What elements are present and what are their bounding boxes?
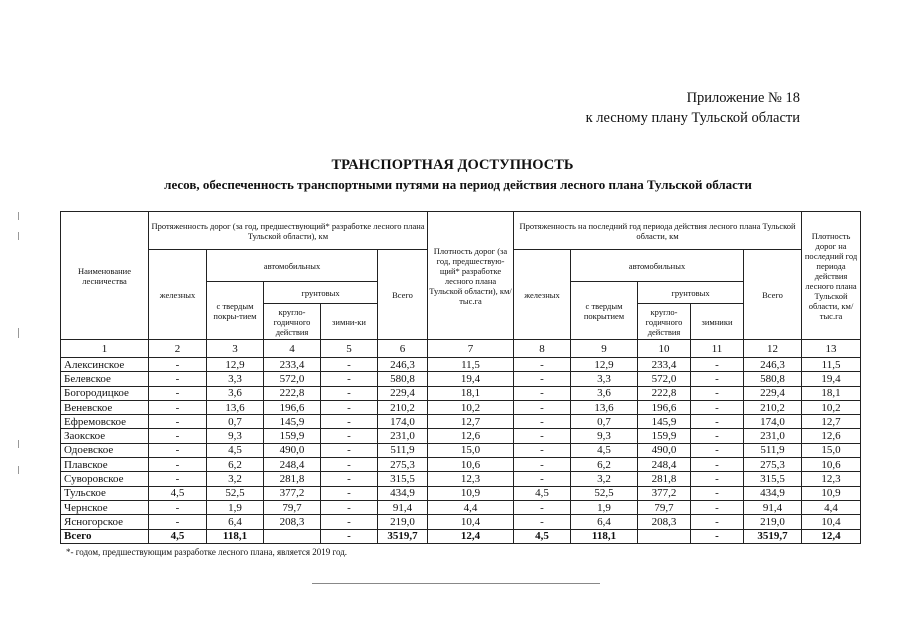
total-cell [264, 529, 321, 543]
table-row [61, 400, 861, 414]
table-cell: 6,4 [207, 515, 264, 529]
table-cell: 210,2 [378, 400, 428, 414]
table-cell: 10,4 [428, 515, 514, 529]
table-cell: 10,6 [802, 458, 861, 472]
header-rail: железных [149, 250, 207, 340]
table-cell: 1,9 [571, 500, 638, 514]
document-title: ТРАНСПОРТНАЯ ДОСТУПНОСТЬ [331, 157, 574, 173]
table-cell: 281,8 [264, 472, 321, 486]
total-cell: 3519,7 [378, 529, 428, 543]
document-subtitle: лесов, обеспеченность транспортными путями на период действия лесного плана Тульской области [164, 177, 752, 192]
table-cell: - [691, 472, 744, 486]
table-cell: 4,4 [428, 500, 514, 514]
table-cell: 18,1 [428, 386, 514, 400]
table-cell: 231,0 [378, 429, 428, 443]
table-cell: 6,2 [207, 458, 264, 472]
table-cell: - [691, 358, 744, 372]
table-cell: 572,0 [264, 372, 321, 386]
table-cell: - [321, 386, 378, 400]
table-cell: 246,3 [744, 358, 802, 372]
table-cell: 222,8 [264, 386, 321, 400]
table-cell: - [149, 500, 207, 514]
total-cell: 118,1 [571, 529, 638, 543]
table-cell: 377,2 [264, 486, 321, 500]
forestry-name-cell: Ефремовское [61, 415, 149, 429]
table-row [61, 443, 861, 457]
header-hard: с твердым покры-тием [207, 282, 264, 340]
table-cell: - [514, 500, 571, 514]
table-cell: - [149, 515, 207, 529]
table-cell: - [321, 472, 378, 486]
table-cell: - [514, 429, 571, 443]
forestry-name-cell: Тульское [61, 486, 149, 500]
table-cell: 3,2 [207, 472, 264, 486]
table-cell: 229,4 [744, 386, 802, 400]
table-cell: 490,0 [264, 443, 321, 457]
table-row [61, 458, 861, 472]
table-cell: 9,3 [207, 429, 264, 443]
header-auto-last: автомобильных [571, 250, 744, 282]
table-header [61, 212, 861, 340]
table-cell: - [691, 515, 744, 529]
table-cell: - [149, 458, 207, 472]
header-total-last: Всего [744, 250, 802, 340]
table-cell: 159,9 [638, 429, 691, 443]
table-cell: 231,0 [744, 429, 802, 443]
header-density-last: Плотность дорог на последний год периода действия лесного плана Тульской области, км/тыс.га [802, 212, 861, 340]
table-cell: - [514, 458, 571, 472]
column-number: 12 [744, 340, 802, 358]
table-cell: 3,6 [207, 386, 264, 400]
table-cell: 580,8 [744, 372, 802, 386]
table-cell: 233,4 [264, 358, 321, 372]
column-number: 8 [514, 340, 571, 358]
table-cell: 511,9 [378, 443, 428, 457]
table-cell: 11,5 [428, 358, 514, 372]
table-cell: - [514, 386, 571, 400]
appendix-header [540, 88, 800, 128]
table-cell: 490,0 [638, 443, 691, 457]
table-row [61, 515, 861, 529]
table-row [61, 372, 861, 386]
table-cell: 19,4 [428, 372, 514, 386]
total-cell [638, 529, 691, 543]
table-cell: 11,5 [802, 358, 861, 372]
table-cell: 174,0 [744, 415, 802, 429]
table-cell: - [691, 415, 744, 429]
total-cell: 118,1 [207, 529, 264, 543]
column-number: 6 [378, 340, 428, 358]
column-number-row [61, 340, 861, 358]
header-yearround-last: кругло-годичного действия [638, 304, 691, 340]
table-cell: 4,5 [514, 486, 571, 500]
table-cell: 19,4 [802, 372, 861, 386]
table-cell: 210,2 [744, 400, 802, 414]
table-cell: 248,4 [264, 458, 321, 472]
table-cell: 159,9 [264, 429, 321, 443]
table-cell: - [149, 400, 207, 414]
table-cell: 219,0 [378, 515, 428, 529]
table-cell: 248,4 [638, 458, 691, 472]
column-number: 5 [321, 340, 378, 358]
table-cell: - [514, 358, 571, 372]
table-cell: 10,2 [802, 400, 861, 414]
table-cell: 91,4 [378, 500, 428, 514]
forestry-name-cell: Веневское [61, 400, 149, 414]
table-cell: - [514, 472, 571, 486]
table-cell: 12,9 [571, 358, 638, 372]
table-cell: 145,9 [264, 415, 321, 429]
header-auto: автомобильных [207, 250, 378, 282]
scan-mark [18, 232, 19, 240]
table-cell: 52,5 [571, 486, 638, 500]
total-label-cell: Всего [61, 529, 149, 543]
table-cell: - [691, 443, 744, 457]
forestry-name-cell: Богородицкое [61, 386, 149, 400]
header-total: Всего [378, 250, 428, 340]
forestry-name-cell: Суворовское [61, 472, 149, 486]
table-cell: 275,3 [744, 458, 802, 472]
table-cell: - [514, 443, 571, 457]
table-cell: 4,4 [802, 500, 861, 514]
table-cell: 511,9 [744, 443, 802, 457]
table-cell: 15,0 [428, 443, 514, 457]
table-cell: - [691, 400, 744, 414]
footnote: *- годом, предшествующим разработке лесного плана, является 2019 год. [66, 547, 348, 557]
total-row [61, 529, 861, 543]
total-cell: 3519,7 [744, 529, 802, 543]
table-cell: 12,9 [207, 358, 264, 372]
table-cell: - [149, 372, 207, 386]
table-cell: 4,5 [207, 443, 264, 457]
forestry-name-cell: Заокское [61, 429, 149, 443]
table-cell: - [691, 486, 744, 500]
table-cell: 219,0 [744, 515, 802, 529]
scan-mark [18, 328, 19, 338]
scan-mark [18, 466, 19, 474]
table-cell: - [514, 515, 571, 529]
table-cell: 572,0 [638, 372, 691, 386]
table-cell: 174,0 [378, 415, 428, 429]
table-cell: - [691, 458, 744, 472]
header-density-prev: Плотность дорог (за год, предшествую-щий* разработке лесного плана Тульской области), км/тыс.га [428, 212, 514, 340]
table-cell: 10,6 [428, 458, 514, 472]
table-cell: 233,4 [638, 358, 691, 372]
table-cell: - [149, 358, 207, 372]
header-rail-last: железных [514, 250, 571, 340]
table-cell: - [149, 429, 207, 443]
table-cell: 9,3 [571, 429, 638, 443]
table-cell: - [321, 358, 378, 372]
table-cell: - [321, 415, 378, 429]
transport-table [60, 211, 861, 544]
table-cell: 196,6 [264, 400, 321, 414]
scan-mark [18, 440, 19, 448]
table-cell: 315,5 [744, 472, 802, 486]
column-number: 4 [264, 340, 321, 358]
column-number: 1 [61, 340, 149, 358]
table-cell: - [149, 386, 207, 400]
forestry-name-cell: Алексинское [61, 358, 149, 372]
table-cell: 10,2 [428, 400, 514, 414]
table-cell: 580,8 [378, 372, 428, 386]
appendix-number: Приложение № 18 [686, 90, 800, 106]
header-length-prev: Протяженность дорог (за год, предшествующий* разработке лесного плана Тульской области), км [149, 212, 428, 250]
column-number: 10 [638, 340, 691, 358]
table-cell: - [321, 458, 378, 472]
table-cell: 1,9 [207, 500, 264, 514]
table-cell: 196,6 [638, 400, 691, 414]
table-row [61, 386, 861, 400]
table-cell: 12,7 [802, 415, 861, 429]
appendix-reference: к лесному плану Тульской области [585, 110, 800, 126]
table-cell: - [149, 443, 207, 457]
table-cell: 3,3 [207, 372, 264, 386]
header-dirt-last: грунтовых [638, 282, 744, 304]
column-number: 9 [571, 340, 638, 358]
table-cell: 208,3 [638, 515, 691, 529]
table-body [61, 340, 861, 544]
table-cell: 222,8 [638, 386, 691, 400]
table-cell: 79,7 [264, 500, 321, 514]
table-cell: - [691, 429, 744, 443]
table-cell: 10,9 [802, 486, 861, 500]
forestry-name-cell: Одоевское [61, 443, 149, 457]
table-cell: 12,6 [802, 429, 861, 443]
total-cell: - [321, 529, 378, 543]
table-cell: 4,5 [571, 443, 638, 457]
table-cell: 18,1 [802, 386, 861, 400]
table-cell: 3,6 [571, 386, 638, 400]
table-cell: - [691, 386, 744, 400]
table-cell: 246,3 [378, 358, 428, 372]
table-cell: 3,2 [571, 472, 638, 486]
table-cell: 208,3 [264, 515, 321, 529]
table-cell: 12,3 [802, 472, 861, 486]
table-cell: - [514, 415, 571, 429]
table-cell: - [321, 515, 378, 529]
header-winter-last: зимники [691, 304, 744, 340]
table-cell: - [691, 372, 744, 386]
total-cell: 12,4 [802, 529, 861, 543]
table-cell: 10,4 [802, 515, 861, 529]
table-cell: 4,5 [149, 486, 207, 500]
header-hard-last: с твердым покрытием [571, 282, 638, 340]
table-cell: 434,9 [378, 486, 428, 500]
table-cell: 13,6 [207, 400, 264, 414]
table-row [61, 486, 861, 500]
table-cell: 12,6 [428, 429, 514, 443]
table-cell: 91,4 [744, 500, 802, 514]
table-cell: 315,5 [378, 472, 428, 486]
table-cell: - [321, 372, 378, 386]
table-cell: - [691, 500, 744, 514]
total-cell: 4,5 [149, 529, 207, 543]
table-cell: - [149, 415, 207, 429]
table-cell: 12,3 [428, 472, 514, 486]
table-cell: - [321, 500, 378, 514]
column-number: 2 [149, 340, 207, 358]
table-cell: 15,0 [802, 443, 861, 457]
table-cell: 79,7 [638, 500, 691, 514]
table-cell: 434,9 [744, 486, 802, 500]
table-cell: 6,4 [571, 515, 638, 529]
total-cell: - [691, 529, 744, 543]
table-row [61, 500, 861, 514]
table-cell: 52,5 [207, 486, 264, 500]
header-name: Наименование лесничества [61, 212, 149, 340]
table-cell: - [321, 443, 378, 457]
table-row [61, 358, 861, 372]
table-cell: 145,9 [638, 415, 691, 429]
table-row [61, 415, 861, 429]
forestry-name-cell: Белевское [61, 372, 149, 386]
table-cell: 377,2 [638, 486, 691, 500]
table-cell: 0,7 [207, 415, 264, 429]
total-cell: 4,5 [514, 529, 571, 543]
table-cell: - [321, 400, 378, 414]
table-cell: 229,4 [378, 386, 428, 400]
header-winter: зимни-ки [321, 304, 378, 340]
scan-mark [18, 212, 19, 220]
table-cell: - [149, 472, 207, 486]
table-cell: 6,2 [571, 458, 638, 472]
table-cell: 281,8 [638, 472, 691, 486]
table-cell: - [321, 486, 378, 500]
column-number: 7 [428, 340, 514, 358]
forestry-name-cell: Чернское [61, 500, 149, 514]
bottom-divider [312, 583, 600, 584]
total-cell: 12,4 [428, 529, 514, 543]
header-length-last: Протяженность на последний год периода действия лесного плана Тульской области, км [514, 212, 802, 250]
table-cell: 13,6 [571, 400, 638, 414]
column-number: 13 [802, 340, 861, 358]
table-cell: 0,7 [571, 415, 638, 429]
table-cell: 275,3 [378, 458, 428, 472]
table-cell: 3,3 [571, 372, 638, 386]
forestry-name-cell: Плавское [61, 458, 149, 472]
header-yearround: кругло-годичного действия [264, 304, 321, 340]
table-row [61, 429, 861, 443]
header-dirt: грунтовых [264, 282, 378, 304]
table-cell: - [321, 429, 378, 443]
table-cell: 12,7 [428, 415, 514, 429]
forestry-name-cell: Ясногорское [61, 515, 149, 529]
column-number: 3 [207, 340, 264, 358]
table-cell: - [514, 372, 571, 386]
table-cell: - [514, 400, 571, 414]
table-row [61, 472, 861, 486]
column-number: 11 [691, 340, 744, 358]
table-cell: 10,9 [428, 486, 514, 500]
